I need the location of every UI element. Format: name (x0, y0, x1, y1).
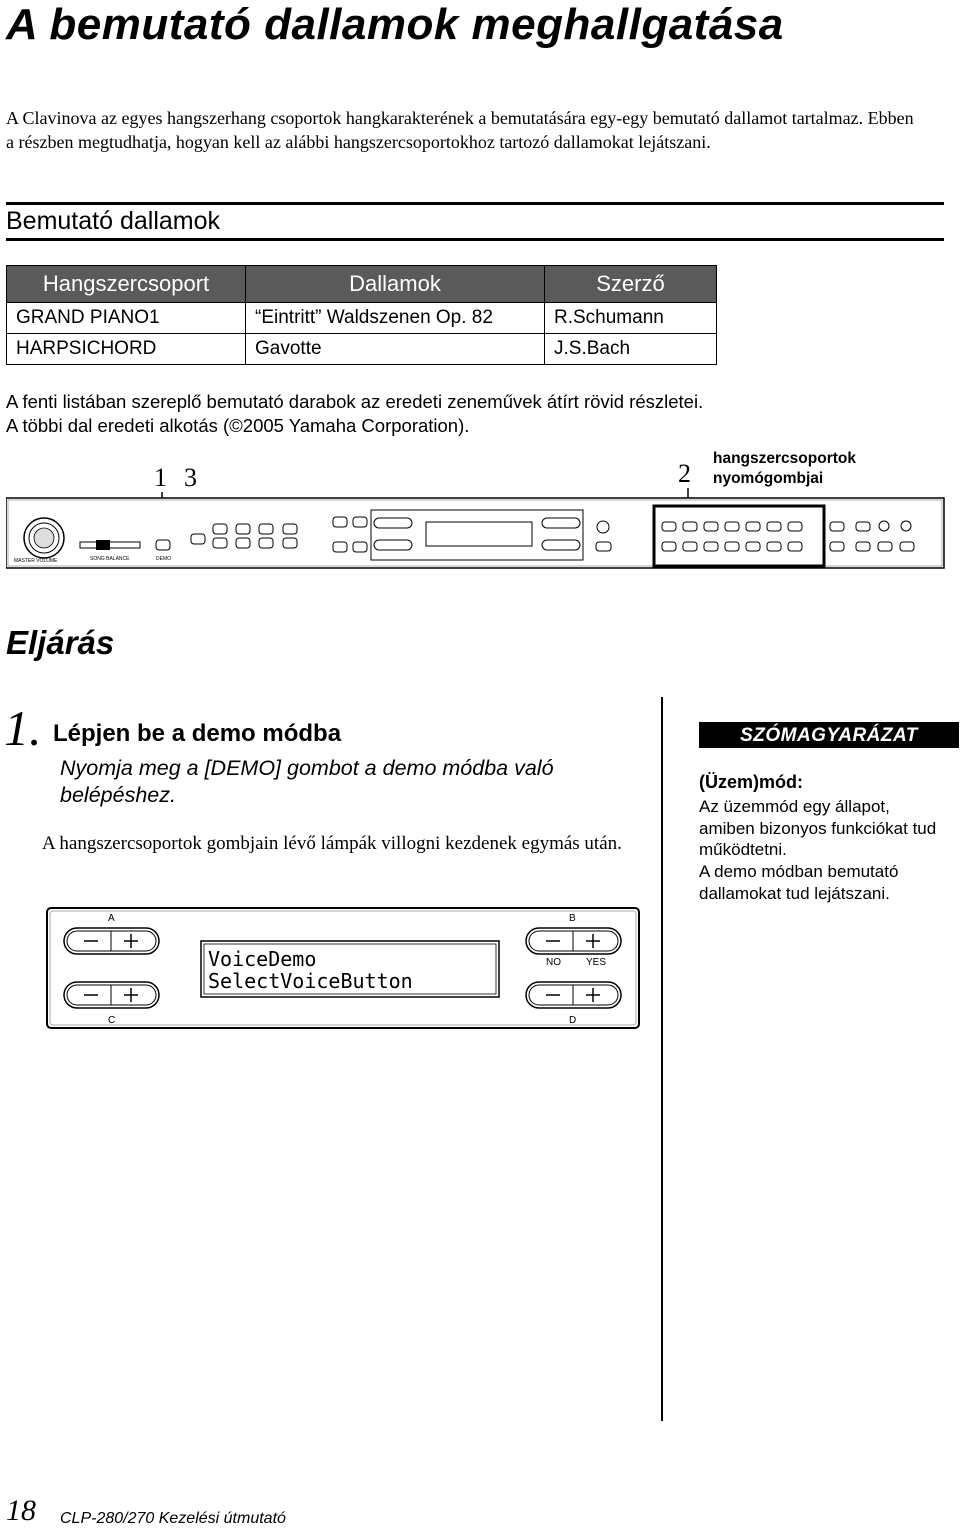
svg-text:SONG BALANCE: SONG BALANCE (90, 556, 130, 562)
table-header-row (7, 266, 717, 303)
callout-number: 3 (184, 463, 197, 492)
column-divider (661, 697, 663, 1421)
button-a (64, 928, 159, 954)
table-note (6, 390, 906, 438)
lcd-line-2: SelectVoiceButton (208, 969, 413, 993)
callout-label-line: nyomógombjai (713, 470, 824, 487)
lcd-label-b: B (569, 913, 576, 924)
step-title: Lépjen be a demo módba (53, 720, 342, 747)
table-cell: HARPSICHORD (7, 334, 246, 365)
note-line: A többi dal eredeti alkotás (©2005 Yamaha Corporation). (6, 415, 470, 436)
svg-text:DEMO: DEMO (156, 556, 171, 562)
lcd-label-c: C (108, 1015, 116, 1026)
table-cell: R.Schumann (545, 303, 717, 334)
section-rule-top (6, 202, 944, 205)
section-title: Bemutató dallamok (6, 207, 221, 235)
table-row (7, 334, 717, 365)
lcd-line-1: VoiceDemo (208, 947, 317, 971)
callout-number: 2 (678, 462, 691, 488)
lcd-label-yes: YES (586, 957, 607, 968)
glossary-example: A demo módban bemutató dallamokat tud lejátszani. (699, 862, 899, 903)
step-number: 1. (4, 700, 42, 756)
table-cell: “Eintritt” Waldszenen Op. 82 (246, 303, 545, 334)
page-title: A bemutató dallamok meghallgatása (6, 0, 784, 49)
callout-number: 1 (154, 463, 167, 492)
table-row (7, 303, 717, 334)
glossary-definition: Az üzemmód egy állapot, amiben bizonyos funkciókat tud működtetni. (699, 797, 937, 859)
document-title: CLP-280/270 Kezelési útmutató (60, 1510, 286, 1527)
table-header: Hangszercsoport (7, 266, 246, 303)
table-cell: Gavotte (246, 334, 545, 365)
glossary-term: (Üzem)mód: (699, 772, 803, 792)
table-header: Szerző (545, 266, 717, 303)
step-instruction: Nyomja meg a [DEMO] gombot a demo módba való belépéshez. (60, 756, 554, 807)
voice-group-buttons-callout (713, 449, 856, 489)
demo-songs-table (6, 265, 717, 365)
table-cell: J.S.Bach (545, 334, 717, 365)
glossary-heading: SZÓMAGYARÁZAT (699, 722, 959, 748)
page-number: 18 (6, 1494, 36, 1527)
lcd-panel-illustration (46, 905, 640, 1030)
lcd-label-a: A (108, 913, 115, 924)
callout-label-line: hangszercsoportok (713, 450, 856, 467)
svg-text:MASTER VOLUME: MASTER VOLUME (14, 558, 58, 564)
step-result: A hangszercsoportok gombjain lévő lámpák villogni kezdenek egymás után. (42, 833, 622, 854)
button-c (64, 982, 159, 1008)
section-rule-bottom (6, 238, 944, 241)
note-line: A fenti listában szereplő bemutató darabok az eredeti zeneművek átírt rövid részletei. (6, 391, 704, 412)
procedure-title: Eljárás (6, 624, 115, 661)
lcd-label-d: D (569, 1015, 577, 1026)
table-cell: GRAND PIANO1 (7, 303, 246, 334)
button-d (526, 982, 621, 1008)
button-b (526, 928, 621, 954)
lcd-label-no: NO (546, 957, 561, 968)
table-header: Dallamok (246, 266, 545, 303)
intro-paragraph: A Clavinova az egyes hangszerhang csoportok hangkarakterének a bemutatására egy-egy bemutató dallamot tartalmaz. Ebben a részben megtudhatja, hogyan kell az alábbi hangszercsoportokhoz tartozó dallamokat lejátszani. (6, 108, 914, 152)
